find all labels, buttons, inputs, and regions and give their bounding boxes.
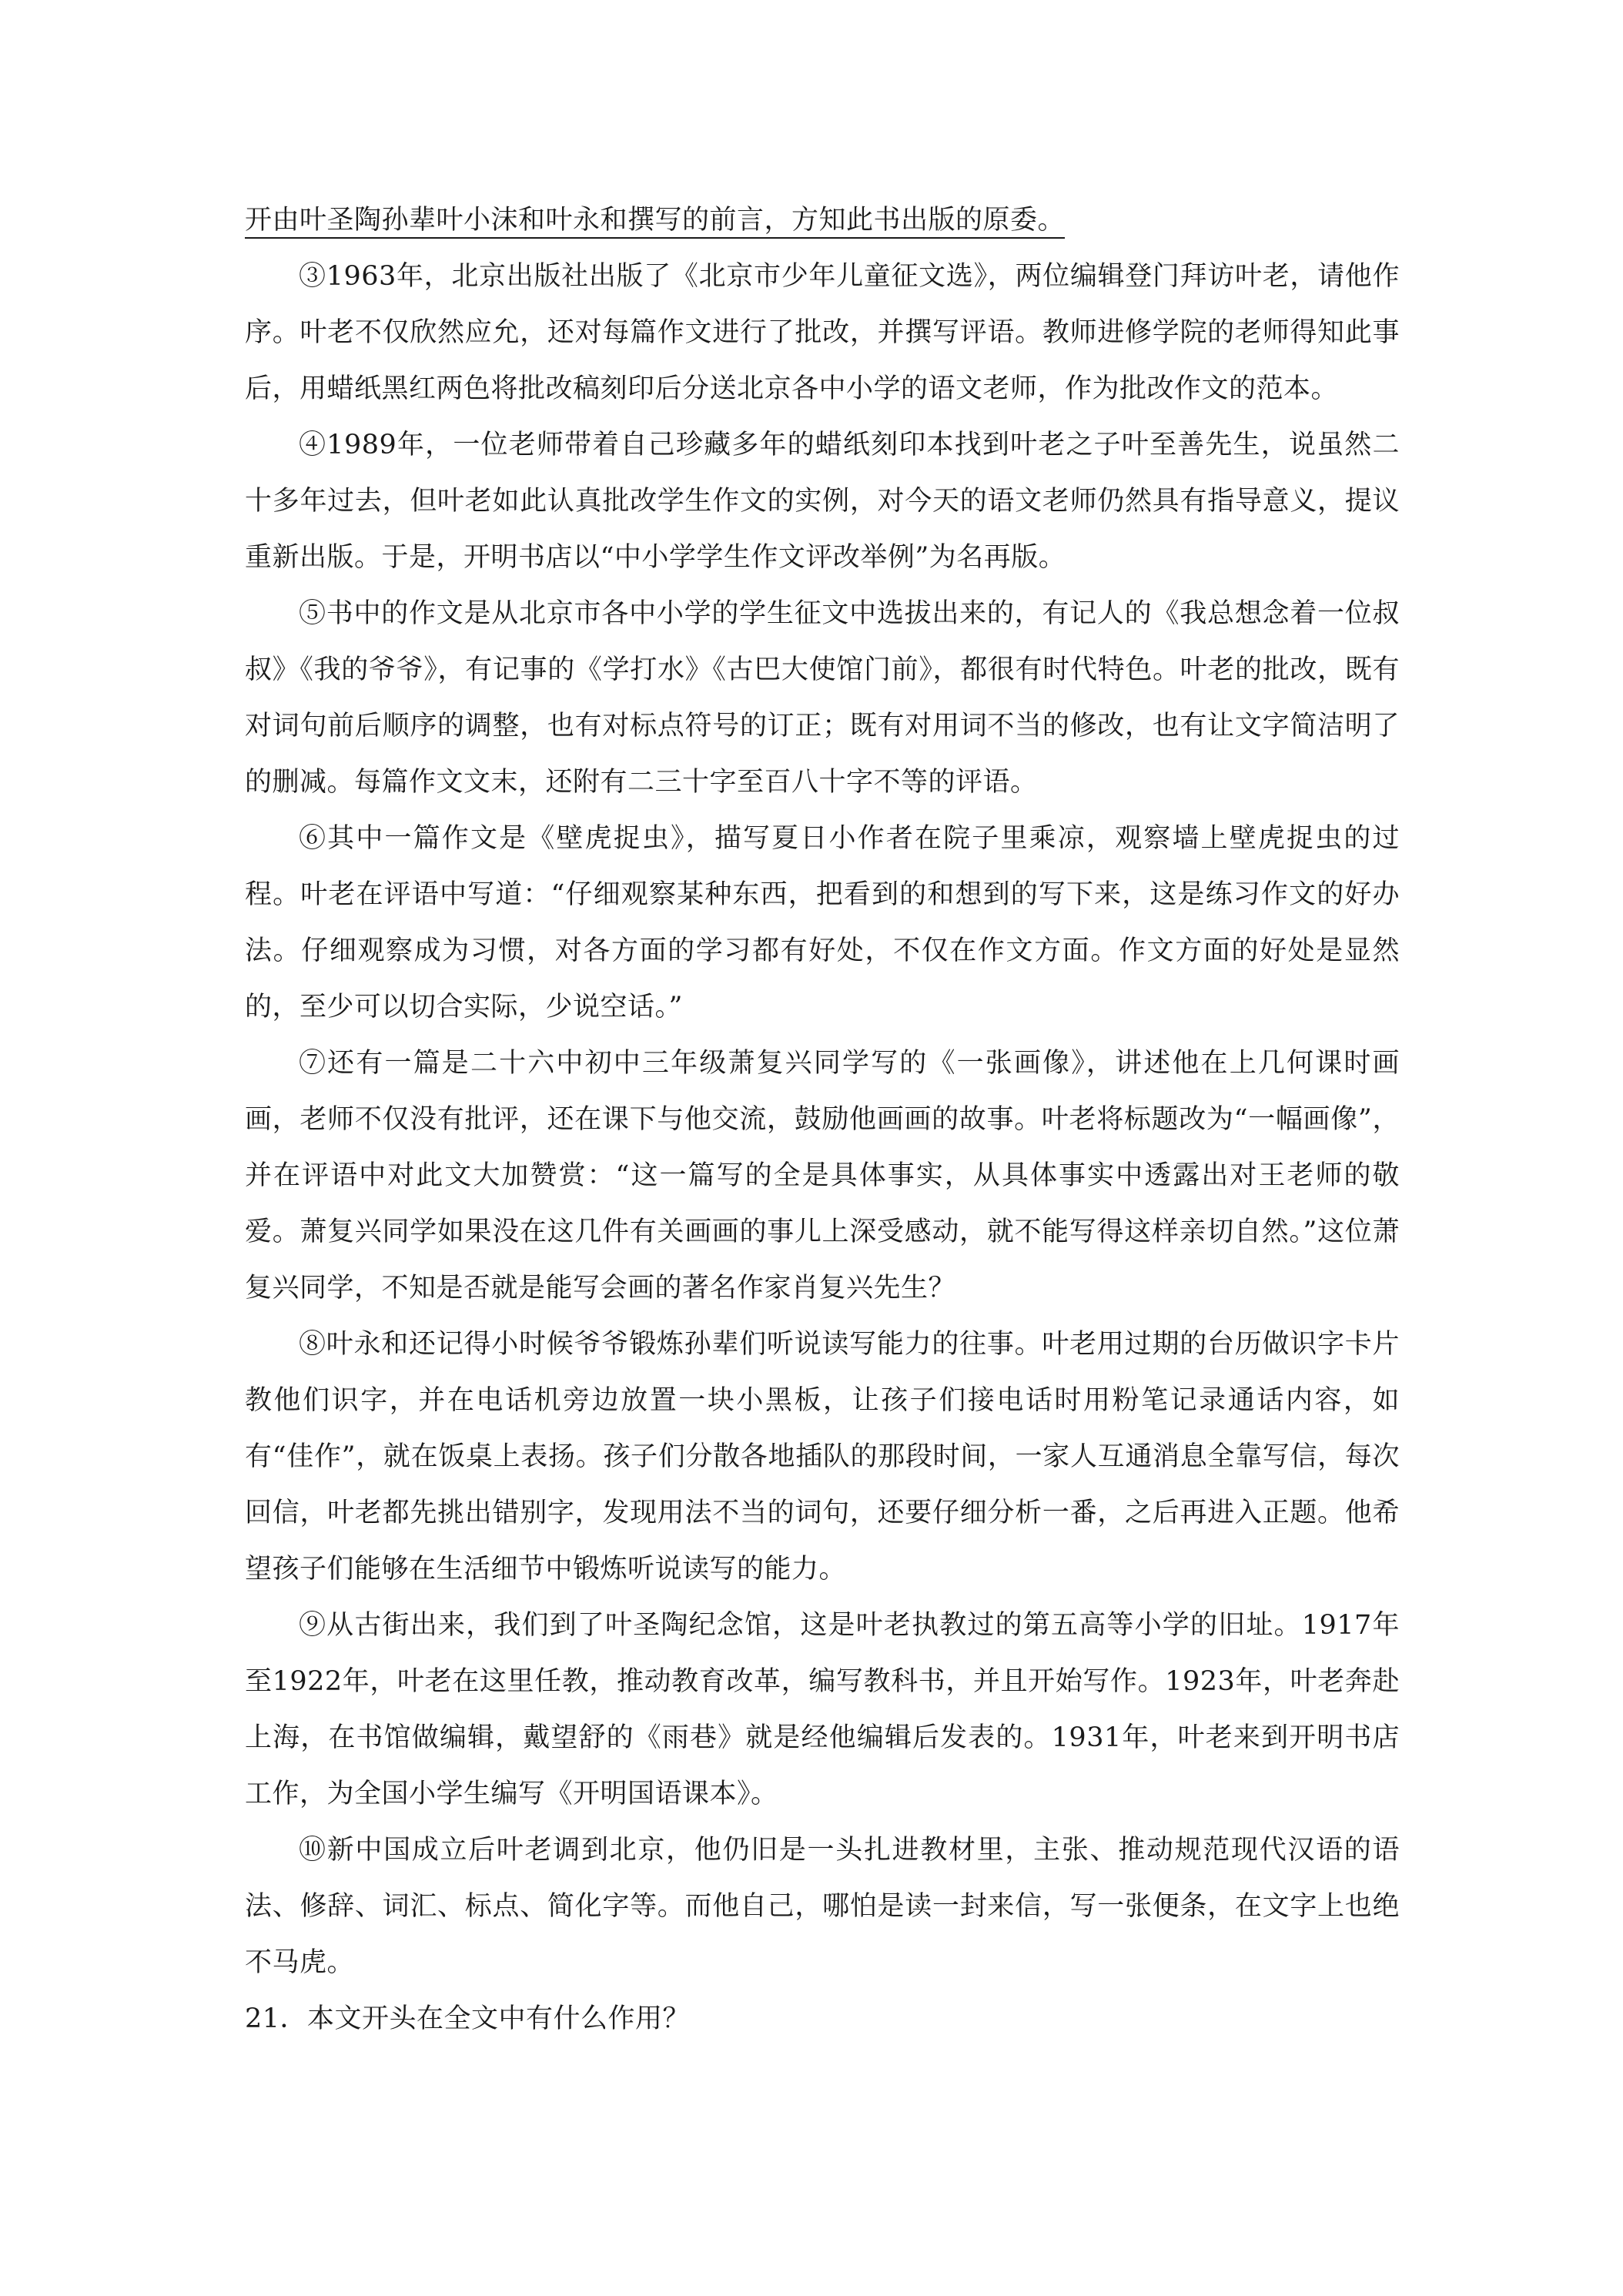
paragraph-9: ⑨从古街出来，我们到了叶圣陶纪念馆，这是叶老执教过的第五高等小学的旧址。1917年至1922年，叶老在这里任教，推动教育改革，编写教科书，并且开始写作。1923年，叶老奔赴上海，在书馆做编辑，戴望舒的《雨巷》就是经他编辑后发表的。1931年，叶老来到开明书店工作，为全国小学生编写《开明国语课本》。 [245, 1610, 1400, 1809]
paragraph-5: ⑤书中的作文是从北京市各中小学的学生征文中选拔出来的，有记人的《我总想念着一位叔叔》《我的爷爷》，有记事的《学打水》《古巴大使馆门前》，都很有时代特色。叶老的批改，既有对词句前后顺序的调整，也有对标点符号的订正；既有对用词不当的修改，也有让文字简洁明了的删减。每篇作文文末，还附有二三十字至百八十字不等的评语。 [245, 598, 1400, 798]
intro-line-underlined: 开由叶圣陶孙辈叶小沫和叶永和撰写的前言，方知此书出版的原委。 [245, 205, 1065, 239]
paragraph-6: ⑥其中一篇作文是《壁虎捉虫》，描写夏日小作者在院子里乘凉，观察墙上壁虎捉虫的过程。叶老在评语中写道：“仔细观察某种东西，把看到的和想到的写下来，这是练习作文的好办法。仔细观察成为习惯，对各方面的学习都有好处，不仅在作文方面。作文方面的好处是显然的，至少可以切合实际，少说空话。” [245, 823, 1400, 1022]
paragraph-3: ③1963年，北京出版社出版了《北京市少年儿童征文选》，两位编辑登门拜访叶老，请他作序。叶老不仅欣然应允，还对每篇作文进行了批改，并撰写评语。教师进修学院的老师得知此事后，用蜡纸黑红两色将批改稿刻印后分送北京各中小学的语文老师，作为批改作文的范本。 [245, 261, 1400, 404]
paragraph-10: ⑩新中国成立后叶老调到北京，他仍旧是一头扎进教材里，主张、推动规范现代汉语的语法、修辞、词汇、标点、简化字等。而他自己，哪怕是读一封来信，写一张便条，在文字上也绝不马虎。 [245, 1835, 1400, 1978]
question-21: 21．本文开头在全文中有什么作用？ [245, 2003, 691, 2034]
document-page [245, 192, 1400, 2047]
paragraph-4: ④1989年，一位老师带着自己珍藏多年的蜡纸刻印本找到叶老之子叶至善先生，说虽然二十多年过去，但叶老如此认真批改学生作文的实例，对今天的语文老师仍然具有指导意义，提议重新出版。于是，开明书店以“中小学学生作文评改举例”为名再版。 [245, 430, 1400, 573]
paragraph-8: ⑧叶永和还记得小时候爷爷锻炼孙辈们听说读写能力的往事。叶老用过期的台历做识字卡片教他们识字，并在电话机旁边放置一块小黑板，让孩子们接电话时用粉笔记录通话内容，如有“佳作”，就在饭桌上表扬。孩子们分散各地插队的那段时间，一家人互通消息全靠写信，每次回信，叶老都先挑出错别字，发现用法不当的词句，还要仔细分析一番，之后再进入正题。他希望孩子们能够在生活细节中锻炼听说读写的能力。 [245, 1329, 1400, 1585]
paragraph-7: ⑦还有一篇是二十六中初中三年级萧复兴同学写的《一张画像》，讲述他在上几何课时画画，老师不仅没有批评，还在课下与他交流，鼓励他画画的故事。叶老将标题改为“一幅画像”，并在评语中对此文大加赞赏：“这一篇写的全是具体事实，从具体事实中透露出对王老师的敬爱。萧复兴同学如果没在这几件有关画画的事儿上深受感动，就不能写得这样亲切自然。”这位萧复兴同学，不知是否就是能写会画的著名作家肖复兴先生？ [245, 1048, 1400, 1304]
intro-line [245, 192, 1400, 249]
